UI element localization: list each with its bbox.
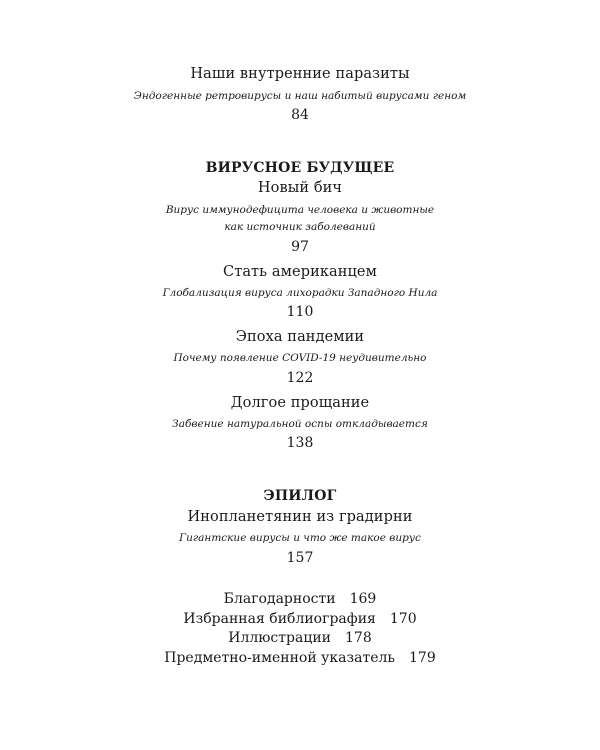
back-matter-item [0,650,600,666]
page-number: 84 [291,107,309,123]
chapter-subtitle: Почему появление COVID-19 неудивительно [173,352,427,364]
page-number: 110 [286,304,314,320]
back-matter-item [0,630,600,646]
chapter-title: Новый бич [257,180,343,196]
page-number: 122 [286,370,314,386]
chapter-title: Инопланетянин из градирни [187,509,413,525]
back-matter-title: Иллюстрации [228,630,331,646]
page-number: 170 [389,611,417,627]
page-number: 179 [409,650,436,666]
page-number: 97 [291,239,309,255]
chapter-subtitle: Вирус иммунодефицита человека и животные [165,204,435,216]
back-matter-title: Предметно-именной указатель [164,650,395,666]
page-number: 157 [286,550,314,566]
back-matter-item [0,591,600,607]
chapter-subtitle: как источник заболеваний [224,221,376,233]
back-matter-item [0,611,600,627]
chapter-subtitle: Забвение натуральной оспы откладывается [172,418,428,430]
chapter-subtitle: Эндогенные ретровирусы и наш набитый вирусами геном [133,90,467,102]
section-heading: ЭПИЛОГ [263,488,337,504]
back-matter-title: Благодарности [223,591,336,607]
chapter-title: Стать американцем [223,264,377,280]
chapter-title: Наши внутренние паразиты [190,66,410,82]
chapter-title: Долгое прощание [230,395,370,411]
chapter-subtitle: Гигантские вирусы и что же такое вирус [179,532,421,544]
page-number: 138 [286,435,314,451]
chapter-title: Эпоха пандемии [235,329,365,345]
section-heading: ВИРУСНОЕ БУДУЩЕЕ [205,160,395,176]
page-number: 178 [345,630,372,646]
back-matter-title: Избранная библиография [183,611,376,627]
page-number: 169 [349,591,377,607]
chapter-subtitle: Глобализация вируса лихорадки Западного Нила [162,287,438,299]
